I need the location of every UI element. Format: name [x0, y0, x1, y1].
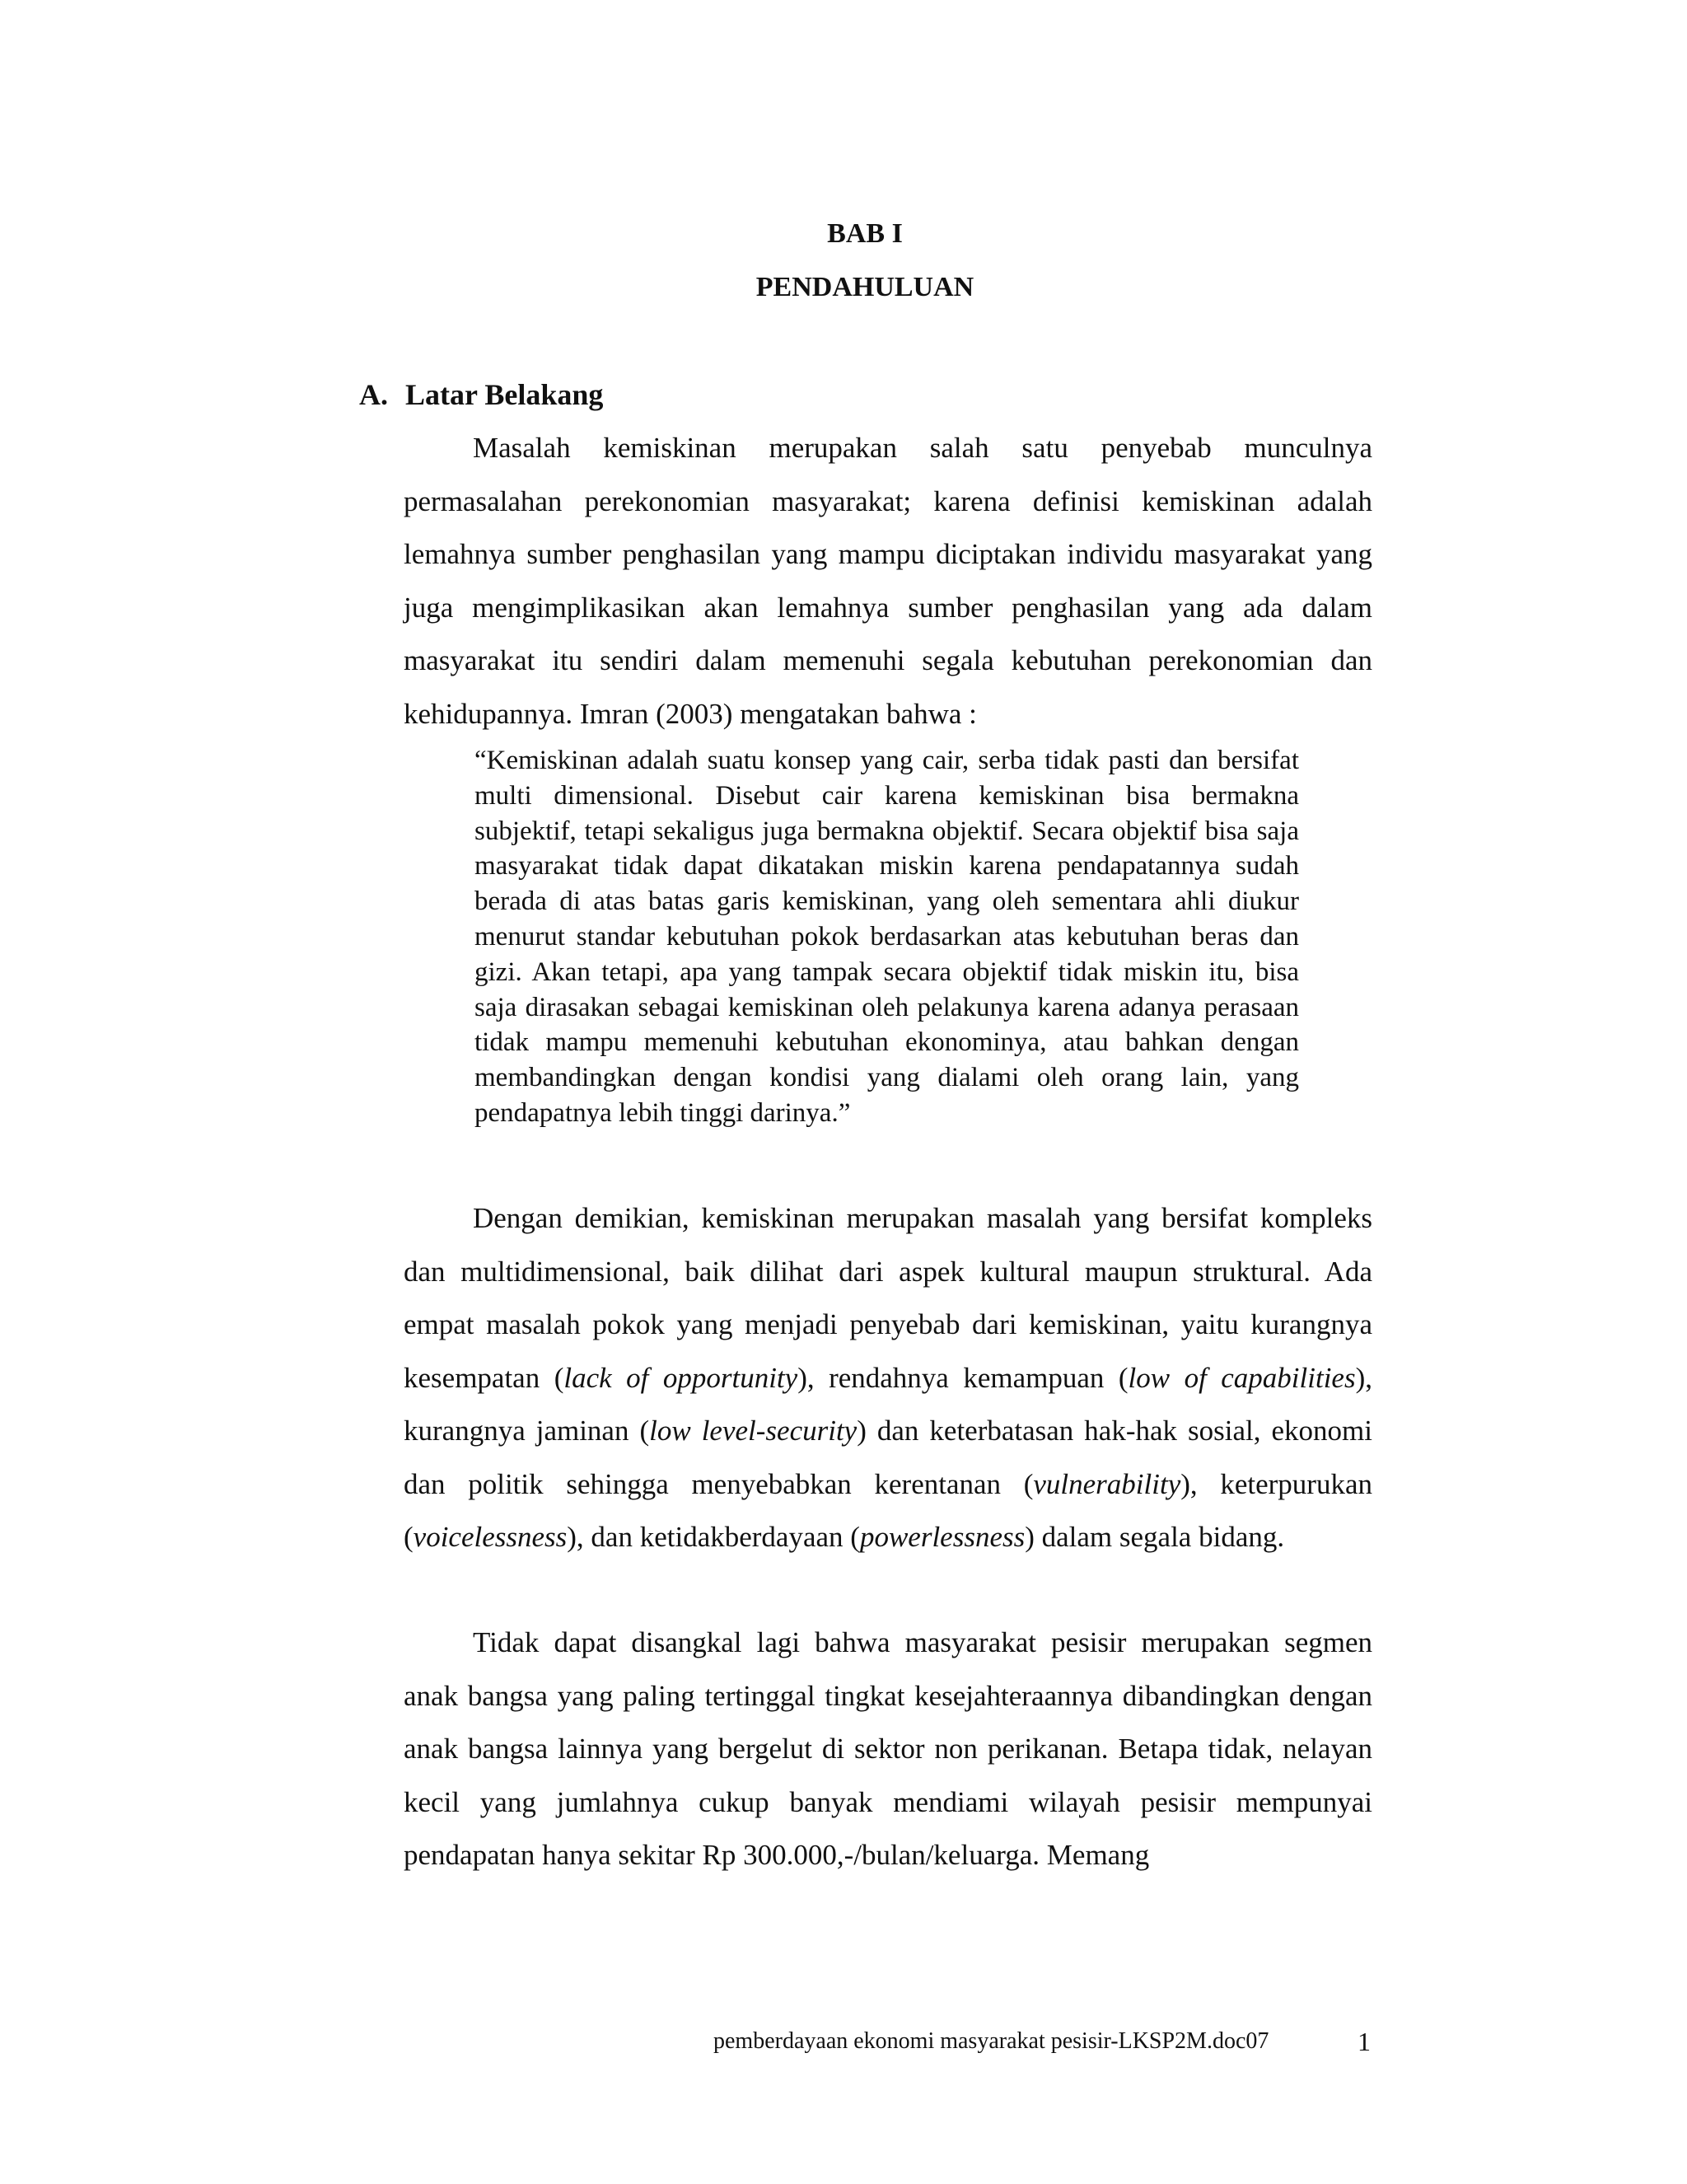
chapter-title: PENDAHULUAN [755, 272, 974, 302]
paragraph-2-term: voicelessness [413, 1521, 568, 1553]
block-quote: “Kemiskinan adalah suatu konsep yang cair, serba tidak pasti dan bersifat multi dimensional. Disebut cair karena kemiskinan bisa bermakna subjektif, tetapi sekaligus juga bermakna objektif. Secara objektif bisa saja masyarakat tidak dapat dikatakan miskin karena pendapatannya sudah berada di atas batas garis kemiskinan, yang oleh sementara ahli diukur menurut standar kebutuhan pokok berdasarkan atas kebutuhan beras dan gizi. Akan tetapi, apa yang tampak secara objektif tidak miskin itu, bisa saja dirasakan sebagai kemiskinan oleh pelakunya karena adanya perasaan tidak mampu memenuhi kebutuhan ekonominya, atau bahkan dengan membandingkan dengan kondisi yang dialami oleh orang lain, yang pendapatnya lebih tinggi darinya.” [474, 746, 1299, 1128]
paragraph-2-term: powerlessness [859, 1521, 1026, 1553]
section-heading [359, 377, 603, 412]
footer-filename: pemberdayaan ekonomi masyarakat pesisir-LKSP2M.doc07 [713, 2028, 1269, 2054]
paragraph-2-text: Dengan demikian, kemiskinan merupakan masalah yang bersifat kompleks dan multidimensional, baik dilihat dari aspek kultural maupun struktural. Ada empat masalah pokok yang menjadi penyebab dari kemiskinan, yaitu kurangnya kesempatan ( [404, 1202, 1372, 1394]
paragraph-2-term: vulnerability [1033, 1467, 1181, 1500]
paragraph-1: Masalah kemiskinan merupakan salah satu penyebab munculnya permasalahan perekonomian masyarakat; karena definisi kemiskinan adalah lemahnya sumber penghasilan yang mampu diciptakan individu masyarakat yang juga mengimplikasikan akan lemahnya sumber penghasilan yang ada dalam masyarakat itu sendiri dalam memenuhi segala kebutuhan perekonomian dan kehidupannya. Imran (2003) mengatakan bahwa : [404, 432, 1372, 730]
paragraph-2-text: ), kurangnya jaminan ( [404, 1361, 1372, 1447]
paragraph-2-text: ) dan keterbatasan hak-hak sosial, ekonomi dan politik sehingga menyebabkan kerentanan ( [404, 1415, 1372, 1500]
paragraph-2-term: low level-security [649, 1415, 858, 1447]
paragraph-3: Tidak dapat disangkal lagi bahwa masyarakat pesisir merupakan segmen anak bangsa yang paling tertinggal tingkat kesejahteraannya dibandingkan dengan anak bangsa lainnya yang bergelut di sektor non perikanan. Betapa tidak, nelayan kecil yang jumlahnya cukup banyak mendiami wilayah pesisir mempunyai pendapatan hanya sekitar Rp 300.000,-/bulan/keluarga. Memang [404, 1626, 1372, 1871]
section-letter: A. [359, 378, 388, 411]
chapter-number: BAB I [827, 218, 903, 249]
paragraph-2-text: ), keterpurukan ( [404, 1467, 1372, 1553]
page-number: 1 [1358, 2027, 1371, 2056]
paragraph-2-term: low of capabilities [1128, 1361, 1356, 1394]
paragraph-2-text: ), rendahnya kemampuan ( [797, 1361, 1129, 1394]
paragraph-2-term: lack of opportunity [563, 1361, 798, 1394]
paragraph-2 [404, 1192, 1372, 1564]
paragraph-2-text: ), dan ketidakberdayaan ( [567, 1521, 860, 1553]
section-title: Latar Belakang [405, 378, 604, 411]
paragraph-2-text: ) dalam segala bidang. [1025, 1521, 1285, 1553]
